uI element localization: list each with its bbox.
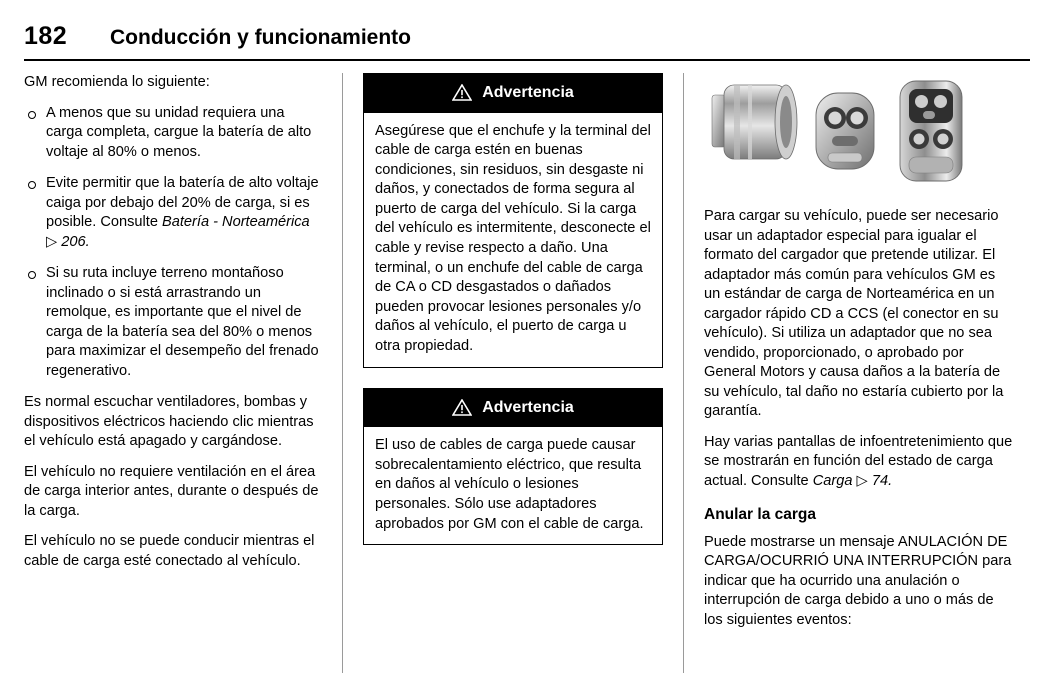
page-header <box>0 0 1054 51</box>
cross-reference-title: Batería - Norteamérica <box>162 214 310 230</box>
list-item-text: A menos que su unidad requiera una carga completa, cargue la batería de alto voltaje al 80% o menos. <box>46 104 312 160</box>
body-paragraph: Para cargar su vehículo, puede ser necesario usar un adaptador especial para igualar el formato del cargador que pretende utilizar. El adaptador más común para vehículos GM es un estándar de carga de Norteamérica en un cargador rápido CD a CCS (el conector en su vehículo). Si utiliza un adaptador que no sea vendido, proporcionado, o aprobado por General Motors y causa daños a la batería de su vehículo, tal daño no estaría cubierto por la garantía. <box>704 208 1004 419</box>
section-subheading: Anular la carga <box>704 506 816 523</box>
cross-reference-page: 206 <box>61 233 86 250</box>
warning-title: Advertencia <box>482 84 574 101</box>
body-paragraph: Hay varias pantallas de infoentretenimiento que se mostrarán en función del estado de carga actual. Consulte Carga ▷ 74. <box>704 433 1013 489</box>
recommendation-list <box>24 104 322 382</box>
cross-reference-page: 74 <box>871 472 889 489</box>
warning-header <box>364 389 662 428</box>
page-columns <box>0 61 1054 675</box>
cross-reference-title: Carga <box>812 472 853 489</box>
list-item-text: Evite permitir que la batería de alto voltaje caiga por debajo del 20% de carga, si es posible. Consulte <box>46 175 319 230</box>
body-paragraph: Puede mostrarse un mensaje ANULACIÓN DE CARGA/OCURRIÓ UNA INTERRUPCIÓN para indicar que ha ocurrido una anulación o interrupción de carga debido a uno o más de los siguientes eventos: <box>704 533 1012 628</box>
list-item <box>24 104 322 163</box>
body-paragraph: El vehículo no requiere ventilación en el área de carga interior antes, durante o después de la carga. <box>24 463 319 519</box>
column-right <box>684 73 1014 675</box>
intro-paragraph: GM recomienda lo siguiente: <box>24 74 210 90</box>
warning-text: Asegúrese que el enchufe y la terminal del cable de carga estén en buenas condiciones, sin residuos, sin desgaste ni daños, y conectados de forma segura al puerto de carga del vehículo. Si la carga del vehículo es intermitente, desconecte el cable y revise respecto a daño. Una terminal, o un enchufe del cable de carga de CA o CD desgastados o dañados pueden provocar lesiones personales y/o daños al vehículo, el puerto de carga u otra propiedad. <box>375 122 651 355</box>
charging-adapters-photo <box>704 73 1014 193</box>
warning-body <box>364 113 662 367</box>
warning-triangle-icon <box>452 84 472 101</box>
page-number: 182 <box>24 22 68 50</box>
warning-box <box>363 73 663 368</box>
warning-title: Advertencia <box>482 398 574 416</box>
cross-reference-arrow-icon: ▷ <box>46 233 58 250</box>
body-paragraph: El vehículo no se puede conducir mientras el cable de carga esté conectado al vehículo. <box>24 533 315 569</box>
warning-header <box>364 74 662 113</box>
body-paragraph: Es normal escuchar ventiladores, bombas y dispositivos eléctricos haciendo clic mientras el vehículo está apagado y cargándose. <box>24 394 314 449</box>
cross-reference-arrow-icon: ▷ <box>856 472 868 489</box>
warning-box <box>363 388 663 545</box>
warning-triangle-icon <box>452 399 472 416</box>
list-item-text: Si su ruta incluye terreno montañoso inclinado o si está arrastrando un remolque, es importante que el nivel de carga de la batería sea del 80% o menos para maximizar el desempeño del frenado regenerativo. <box>46 265 319 379</box>
list-item <box>24 264 322 381</box>
warning-text: El uso de cables de carga puede causar sobrecalentamiento eléctrico, que resulta en daños al vehículo o lesiones personales. Sólo use adaptadores aprobados por GM con el cable de carga. <box>375 437 644 532</box>
info-paragraph-text: Hay varias pantallas de infoentretenimiento que se mostrarán en función del estado de carga actual. Consulte <box>704 433 1013 489</box>
column-left <box>24 73 342 675</box>
list-item: Evite permitir que la batería de alto voltaje caiga por debajo del 20% de carga, si es posible. Consulte Batería - Norteamérica ▷ 206. <box>24 174 322 252</box>
column-middle <box>343 73 683 675</box>
chapter-title: Conducción y funcionamiento <box>110 26 412 49</box>
warning-body <box>364 427 662 544</box>
